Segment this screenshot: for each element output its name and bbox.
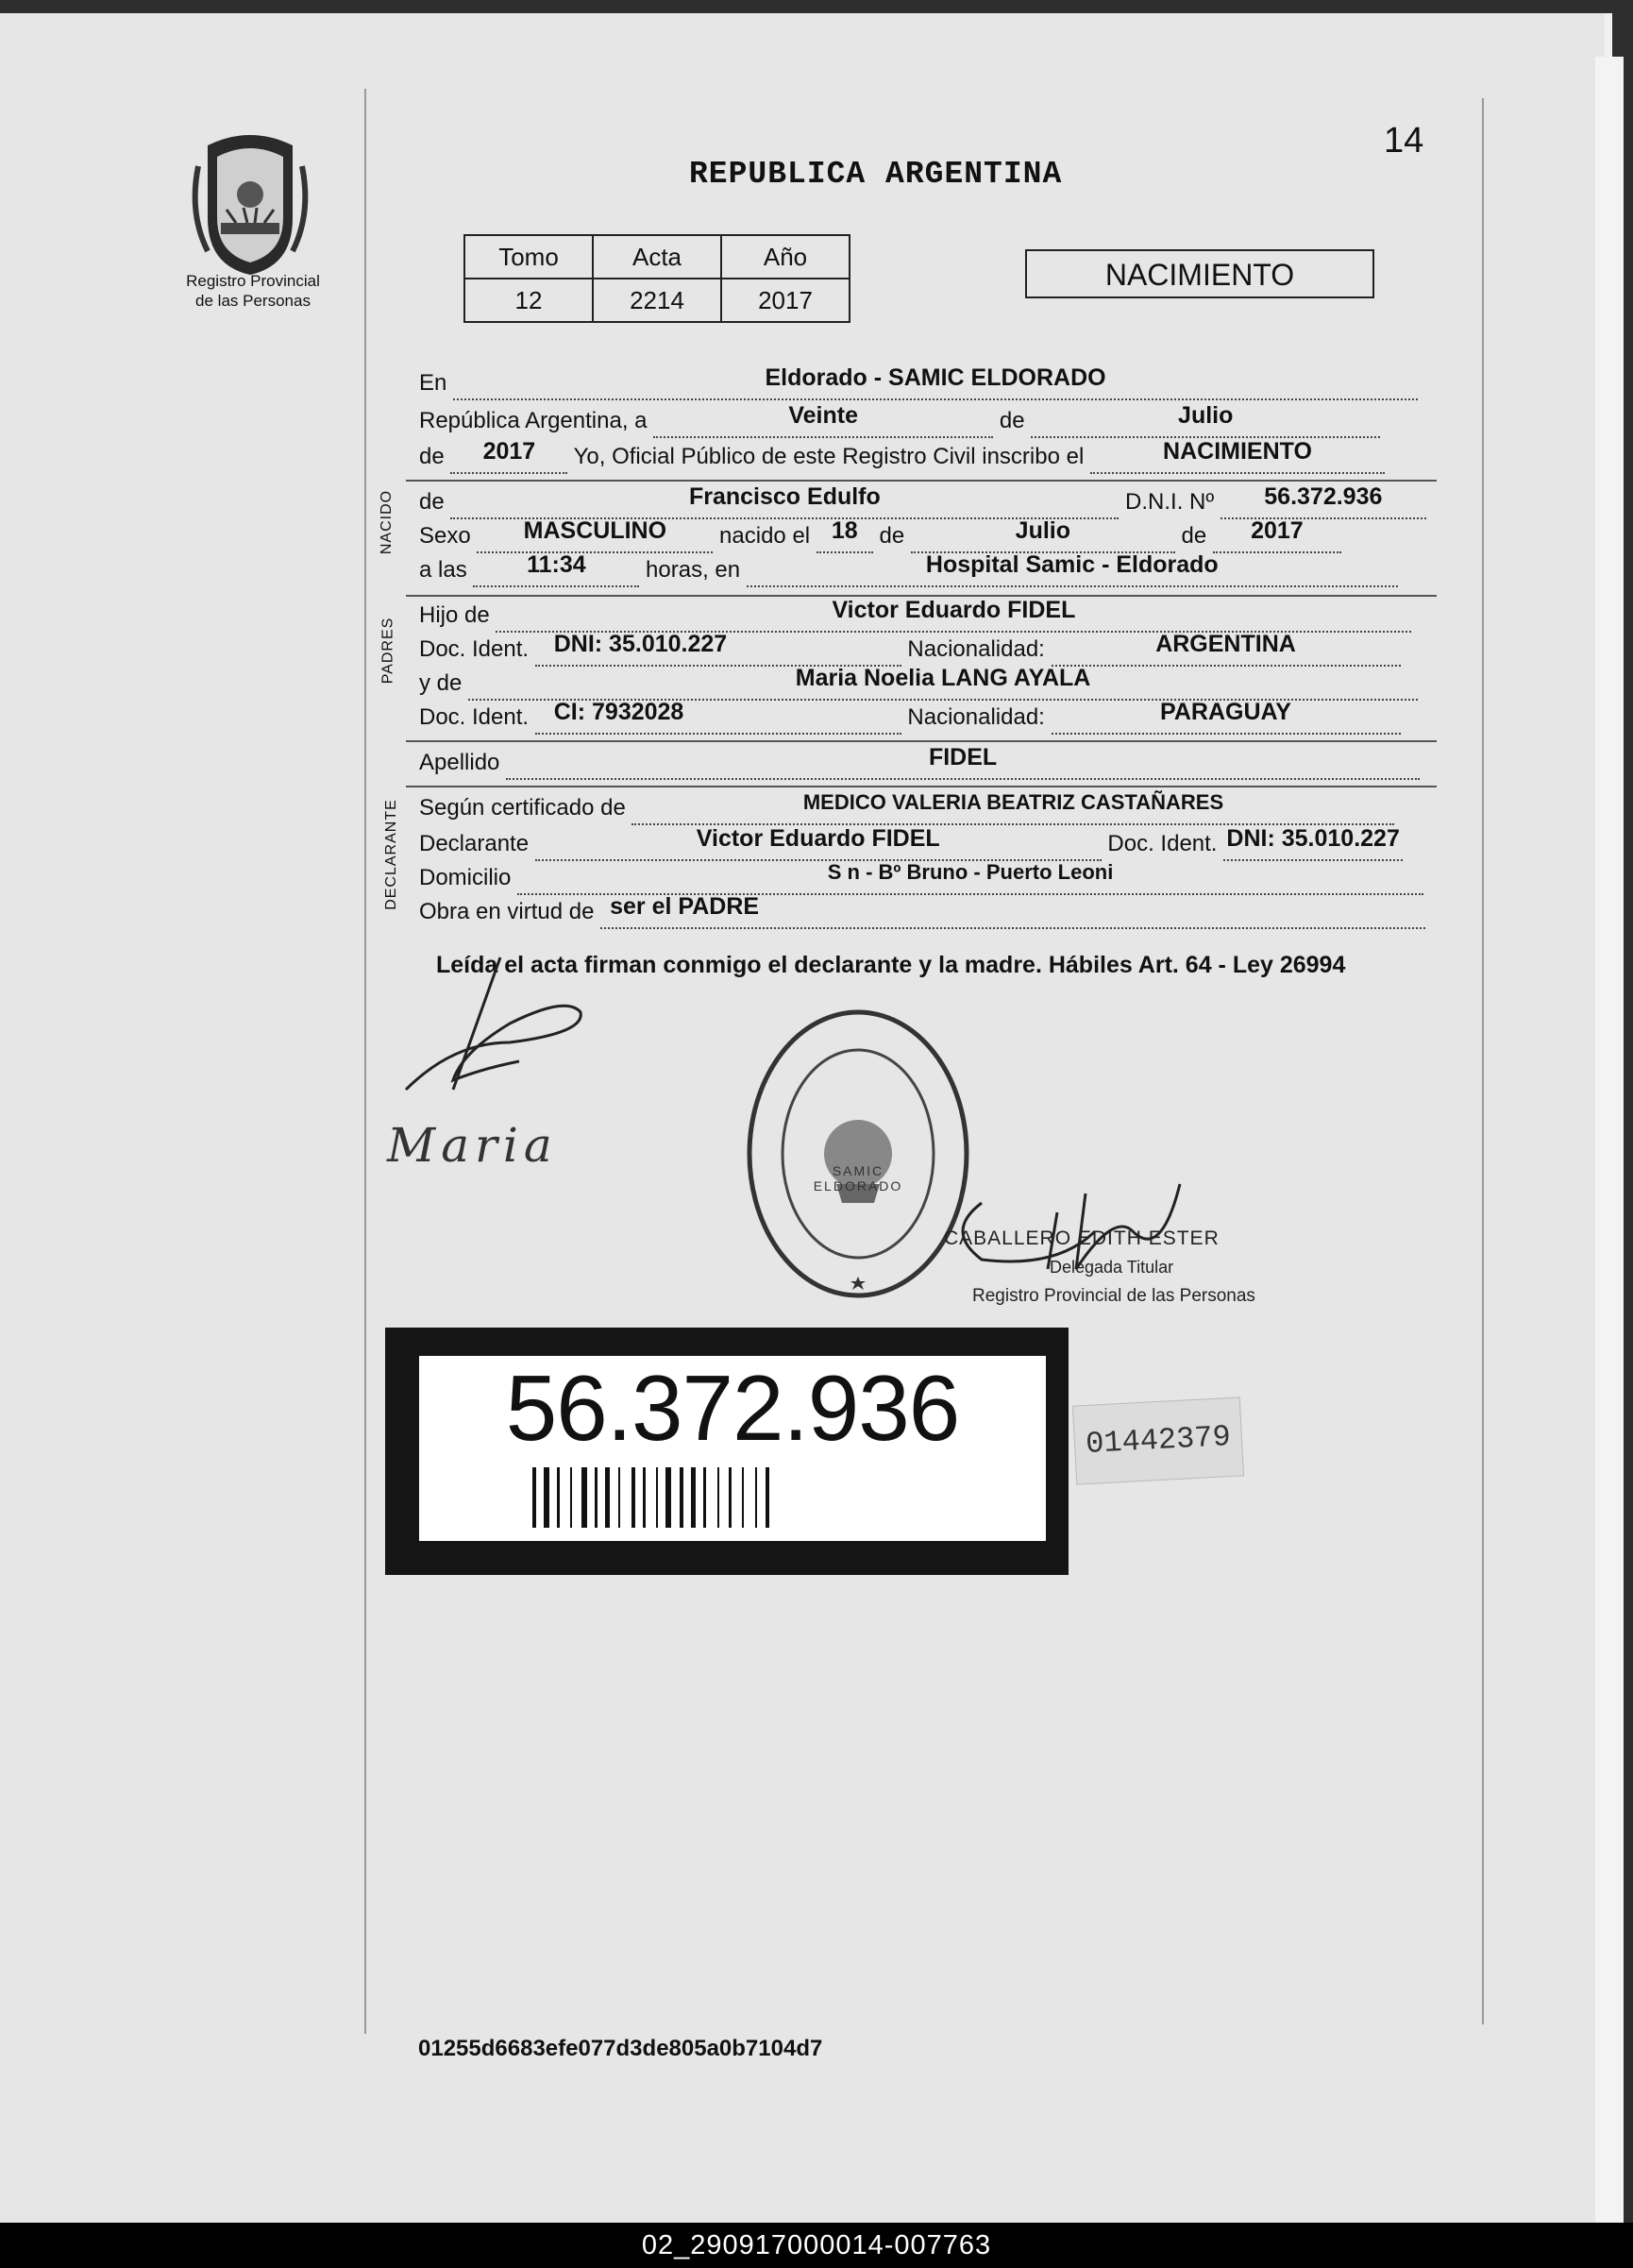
value-anio: 2017 — [482, 438, 536, 465]
label-doc-ident-madre: Doc. Ident. — [419, 704, 530, 730]
table-value-tomo: 12 — [464, 279, 593, 322]
official-stamp-icon — [742, 1005, 974, 1303]
file-id-bar — [0, 2223, 1633, 2268]
row-madre-doc — [419, 701, 1401, 735]
document-hash: 01255d6683efe077d3de805a0b7104d7 — [418, 2036, 823, 2061]
official-name: CABALLERO EDITH ESTER — [944, 1227, 1220, 1249]
value-sexo: MASCULINO — [523, 517, 667, 544]
legal-text: Leída el acta firman conmigo el declarante y la madre. Hábiles Art. 64 - Ley 26994 — [436, 952, 1346, 978]
row-fecha-inscripcion — [419, 404, 1380, 438]
row-apellido — [419, 746, 1420, 780]
value-obra: ser el PADRE — [610, 893, 760, 920]
record-type-box: NACIMIENTO — [1025, 249, 1374, 298]
label-en: En — [419, 370, 447, 396]
value-inscribo: NACIMIENTO — [1163, 438, 1312, 465]
table-header-anio: Año — [721, 235, 850, 279]
row-hora — [419, 553, 1398, 587]
label-de: de — [999, 408, 1025, 433]
value-domicilio: S n - Bº Bruno - Puerto Leoni — [827, 860, 1114, 884]
file-id: 02_290917000014-007763 — [641, 2230, 992, 2260]
value-hora: 11:34 — [527, 551, 586, 578]
label-nacido-el: nacido el — [719, 523, 811, 549]
table-header-acta: Acta — [593, 235, 721, 279]
label-y-de: y de — [419, 670, 463, 696]
row-inscribo — [419, 440, 1385, 474]
label-domicilio: Domicilio — [419, 865, 512, 890]
label-inscribo: Yo, Oficial Público de este Registro Civil inscribo el — [573, 444, 1085, 469]
label-doc-ident-declarante: Doc. Ident. — [1107, 831, 1218, 856]
label-horas-en: horas, en — [646, 557, 741, 583]
value-madre: Maria Noelia LANG AYALA — [795, 665, 1091, 691]
value-dia: Veinte — [788, 402, 858, 429]
label-certificado: Según certificado de — [419, 795, 626, 821]
value-en: Eldorado - SAMIC ELDORADO — [765, 364, 1106, 391]
label-a-las: a las — [419, 557, 467, 583]
label-nacionalidad-madre: Nacionalidad: — [907, 704, 1045, 730]
record-table — [463, 234, 850, 323]
label-de-nombre: de — [419, 489, 445, 515]
section-label-padres: PADRES — [379, 617, 396, 685]
value-padre-nac: ARGENTINA — [1155, 631, 1296, 657]
barcode-label — [385, 1328, 1069, 1575]
document-page — [0, 13, 1605, 2223]
value-mes: Julio — [1178, 402, 1234, 429]
declarant-signature-icon — [396, 948, 604, 1118]
right-margin-line — [1482, 98, 1484, 2024]
label-doc-ident: Doc. Ident. — [419, 636, 530, 662]
page-number: 14 — [1384, 121, 1424, 161]
row-en — [419, 366, 1418, 400]
label-hijo-de: Hijo de — [419, 602, 490, 628]
row-obra — [419, 895, 1425, 929]
label-republica: República Argentina, a — [419, 408, 648, 433]
table-value-anio: 2017 — [721, 279, 850, 322]
barcode-number: 56.372.936 — [505, 1356, 960, 1460]
label-sexo: Sexo — [419, 523, 471, 549]
value-nac-anio: 2017 — [1251, 517, 1304, 544]
official-role: Delegada Titular — [1050, 1258, 1174, 1277]
label-de-nac-anio: de — [1181, 523, 1207, 549]
label-de-mes: de — [879, 523, 905, 549]
label-declarante: Declarante — [419, 831, 530, 856]
underlying-page-edge — [1595, 57, 1624, 2228]
row-certificado — [419, 791, 1394, 825]
left-margin-line — [364, 89, 366, 2034]
stamp-center-text: SAMIC ELDORADO — [813, 1163, 903, 1193]
value-madre-nac: PARAGUAY — [1160, 699, 1291, 725]
mother-signature: Maria — [387, 1118, 558, 1173]
section-label-declarante: DECLARANTE — [382, 799, 399, 910]
label-apellido: Apellido — [419, 750, 500, 775]
value-madre-doc: CI: 7932028 — [553, 699, 684, 725]
sticker-code: 01442379 — [1072, 1396, 1244, 1484]
value-nac-mes: Julio — [1015, 517, 1071, 544]
official-org: Registro Provincial de las Personas — [972, 1286, 1255, 1306]
value-padre-doc: DNI: 35.010.227 — [553, 631, 728, 657]
table-header-tomo: Tomo — [464, 235, 593, 279]
table-value-acta: 2214 — [593, 279, 721, 322]
value-declarante-doc: DNI: 35.010.227 — [1226, 825, 1400, 852]
value-nombre: Francisco Edulfo — [688, 483, 881, 510]
value-apellido: FIDEL — [928, 744, 998, 770]
barcode-inner — [419, 1356, 1046, 1541]
value-padre: Victor Eduardo FIDEL — [832, 597, 1076, 623]
barcode-icon — [532, 1467, 938, 1528]
label-dni: D.N.I. Nº — [1125, 489, 1215, 515]
value-lugar: Hospital Samic - Eldorado — [925, 551, 1219, 578]
value-declarante: Victor Eduardo FIDEL — [696, 825, 940, 852]
value-nac-dia: 18 — [831, 517, 858, 544]
document-title: REPUBLICA ARGENTINA — [689, 157, 1063, 192]
logo-caption-1: Registro Provincial — [186, 272, 320, 290]
label-obra: Obra en virtud de — [419, 899, 595, 924]
value-certificado: MEDICO VALERIA BEATRIZ CASTAÑARES — [802, 790, 1224, 814]
misiones-coat-of-arms-icon — [189, 128, 311, 279]
section-label-nacido: NACIDO — [379, 489, 396, 555]
logo-caption-2: de las Personas — [195, 292, 311, 310]
label-nacionalidad: Nacionalidad: — [907, 636, 1045, 662]
label-de-anio: de — [419, 444, 445, 469]
value-dni: 56.372.936 — [1264, 483, 1383, 510]
